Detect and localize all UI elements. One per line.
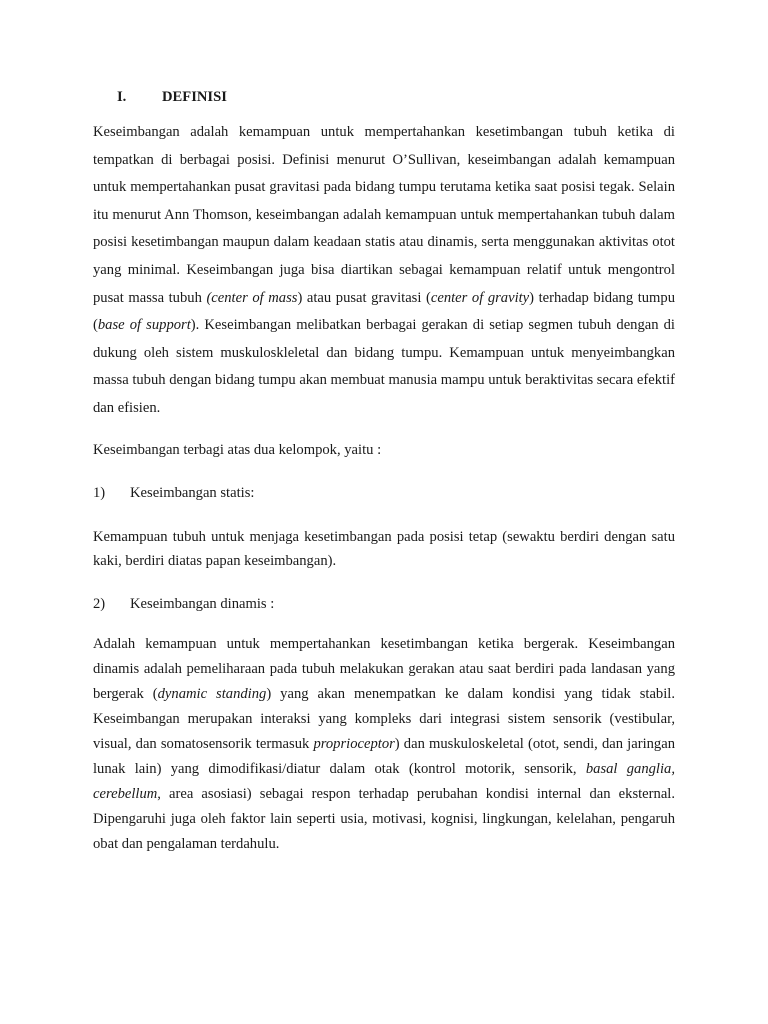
italic-term: basal ganglia, cerebellum xyxy=(93,761,675,802)
dynamic-balance-paragraph xyxy=(93,632,675,857)
list-item-static xyxy=(93,481,255,506)
definition-paragraph xyxy=(93,119,675,423)
italic-term: (center of mass xyxy=(206,289,298,306)
text-segment: ) terhadap bidang tumpu ( xyxy=(93,289,676,334)
static-balance-paragraph: Kemampuan tubuh untuk menjaga kesetimbangan pada posisi tetap (sewaktu berdiri dengan satu kaki, berdiri diatas papan keseimbangan). xyxy=(93,529,675,569)
text-segment: ) dan muskuloskeletal (otot, sendi, dan jaringan lunak lain) yang dimodifikasi/diatur dalam otak (kontrol motorik, sensorik, xyxy=(93,736,675,777)
list-label: Keseimbangan dinamis : xyxy=(130,596,275,612)
text-segment: Adalah kemampuan untuk mempertahankan kesetimbangan ketika bergerak. Keseimbangan dinamis adalah pemeliharaan pada tubuh melakukan gerakan atau saat berdiri pada landasan yang bergerak ( xyxy=(93,636,675,702)
section-title: DEFINISI xyxy=(162,89,227,105)
italic-term: base of support xyxy=(97,317,191,334)
text-segment: ) yang akan menempatkan ke dalam kondisi yang tidak stabil. Keseimbangan merupakan interaksi yang kompleks dari integrasi sistem sensorik (vestibular, visual, dan somatosensorik termasuk xyxy=(93,686,675,752)
italic-term: dynamic standing xyxy=(157,686,267,702)
text-segment: , area asosiasi) sebagai respon terhadap perubahan kondisi internal dan eksternal. Dipengaruhi juga oleh faktor lain seperti usia, motivasi, kognisi, lingkungan, kelelahan, pengaruh obat dan pengalaman terdahulu. xyxy=(93,786,675,852)
text-segment: ) atau pusat gravitasi ( xyxy=(297,289,431,306)
list-number: 2) xyxy=(93,596,106,612)
text-segment: ). Keseimbangan melibatkan berbagai gerakan di setiap segmen tubuh dengan di dukung oleh sistem muskuloskleletal dan bidang tumpu. Kemampuan untuk menyeimbangkan massa tubuh dengan bidang tumpu akan membuat manusia mampu untuk beraktivitas secara efektif dan efisien. xyxy=(93,317,675,416)
list-number: 1) xyxy=(93,485,106,501)
list-label: Keseimbangan statis: xyxy=(130,485,255,501)
list-item-dynamic xyxy=(93,592,275,617)
classification-paragraph: Keseimbangan terbagi atas dua kelompok, yaitu : xyxy=(93,442,382,458)
section-number: I. xyxy=(117,89,127,105)
text-segment: Keseimbangan adalah kemampuan untuk mempertahankan kesetimbangan tubuh ketika di tempatkan di berbagai posisi. Definisi menurut O’Sullivan, keseimbangan adalah kemampuan untuk mempertahankan pusat gravitasi pada bidang tumpu terutama ketika saat posisi tegak. Selain itu menurut Ann Thomson, keseimbangan adalah kemampuan untuk mempertahankan tubuh dalam posisi kesetimbangan maupun dalam keadaan statis atau dinamis, serta menggunakan aktivitas otot yang minimal. Keseimbangan juga bisa diartikan sebagai kemampuan relatif untuk mengontrol pusat massa tubuh xyxy=(93,124,675,306)
italic-term: center of gravity xyxy=(430,289,530,306)
italic-term: proprioceptor xyxy=(313,736,395,752)
